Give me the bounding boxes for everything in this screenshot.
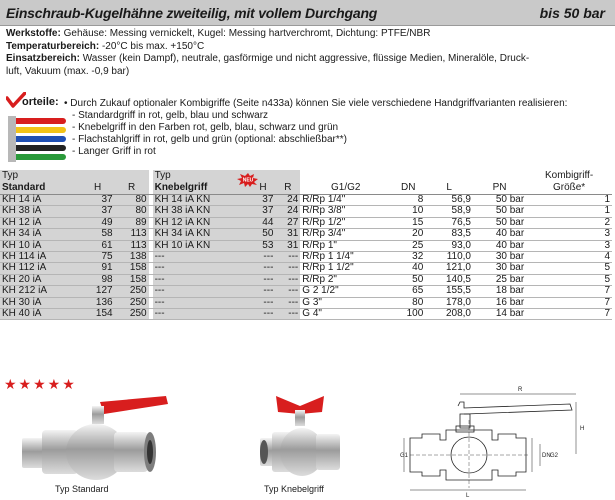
table-cell: KH 34 iA KN: [153, 229, 251, 240]
table-cell: 8: [391, 195, 425, 206]
table-cell: 250: [115, 309, 149, 320]
caption-knebel: Typ Knebelgriff: [264, 484, 324, 494]
table-cell: 25: [391, 240, 425, 251]
dim-h-label: H: [580, 426, 585, 432]
table-cell: R/Rp 1": [300, 240, 391, 251]
table-cell: 30 bar: [473, 263, 526, 274]
table-cell: 155,5: [425, 286, 473, 297]
table-cell: KH 10 iA: [0, 240, 81, 251]
table-cell: 154: [81, 309, 115, 320]
col-pn: PN: [473, 182, 526, 195]
new-badge-icon: [237, 173, 259, 187]
table-cell: 5: [526, 263, 612, 274]
table-cell: G 2 1/2": [300, 286, 391, 297]
table-cell: ---: [251, 286, 276, 297]
table-cell: 53: [251, 240, 276, 251]
table-cell: ---: [251, 274, 276, 285]
table-cell: 49: [81, 217, 115, 228]
vorteile-item: - Flachstahlgriff in rot, gelb und grün (optional: abschließbar**): [72, 134, 347, 145]
table-cell: G 3": [300, 297, 391, 308]
table-cell: 91: [81, 263, 115, 274]
table-row: [0, 286, 612, 297]
table-cell: 1: [526, 206, 612, 217]
vorteile-intro: • Durch Zukauf optionaler Kombigriffe (Seite n433a) können Sie viele verschiedene Handgriffvarianten realisieren:: [64, 98, 568, 109]
temperatur-text: -20°C bis max. +150°C: [99, 40, 205, 52]
table-cell: 250: [115, 297, 149, 308]
col-groesse: Größe*: [526, 182, 612, 195]
table-cell: 113: [115, 229, 149, 240]
col-dn: DN: [391, 182, 425, 195]
table-cell: 44: [251, 217, 276, 228]
table-cell: ---: [251, 263, 276, 274]
table-row: [0, 206, 612, 217]
table-cell: 136: [81, 297, 115, 308]
technical-drawing: [400, 380, 612, 498]
table-row: [0, 297, 612, 308]
table-cell: 127: [81, 286, 115, 297]
table-cell: R/Rp 1 1/2": [300, 263, 391, 274]
table-row: [0, 240, 612, 251]
vorteile-item: - Knebelgriff in den Farben rot, gelb, blau, schwarz und grün: [72, 122, 339, 133]
table-header-row-2: [0, 182, 612, 195]
table-cell: ---: [251, 309, 276, 320]
table-cell: 83,5: [425, 229, 473, 240]
werkstoffe-line: [6, 28, 606, 41]
table-cell: 37: [251, 206, 276, 217]
table-cell: KH 38 iA KN: [153, 206, 251, 217]
rating-stars: ★★★★★: [4, 376, 77, 392]
einsatz-line: [6, 53, 606, 66]
table-cell: ---: [153, 286, 251, 297]
table-cell: R/Rp 3/8": [300, 206, 391, 217]
typ-std-label: Typ: [0, 170, 81, 182]
ball-valve-standard-image: [14, 392, 174, 484]
dim-g1-label: G1: [400, 453, 409, 459]
specs-block: [6, 28, 606, 78]
col-standard: Standard: [0, 182, 81, 195]
table-cell: 32: [391, 252, 425, 263]
table-cell: 16 bar: [473, 297, 526, 308]
table-cell: 80: [115, 206, 149, 217]
table-row: [0, 309, 612, 320]
werkstoffe-label: Werkstoffe:: [6, 28, 61, 39]
table-cell: 31: [275, 229, 300, 240]
table-cell: ---: [275, 297, 300, 308]
table-cell: 76,5: [425, 217, 473, 228]
table-cell: 27: [275, 217, 300, 228]
table-cell: 50 bar: [473, 195, 526, 206]
table-header-row-1: [0, 170, 612, 182]
table-cell: ---: [275, 274, 300, 285]
table-cell: ---: [153, 252, 251, 263]
table-cell: 7: [526, 309, 612, 320]
table-cell: R/Rp 1 1/4": [300, 252, 391, 263]
table-cell: 24: [275, 195, 300, 206]
table-cell: 80: [115, 195, 149, 206]
table-cell: 1: [526, 195, 612, 206]
dim-r-label: R: [518, 387, 523, 393]
table-cell: 113: [115, 240, 149, 251]
table-cell: 40 bar: [473, 240, 526, 251]
col-r: R: [115, 182, 149, 195]
table-cell: 100: [391, 309, 425, 320]
product-table: [0, 170, 612, 320]
table-cell: 50 bar: [473, 206, 526, 217]
table-cell: 15: [391, 217, 425, 228]
table-cell: 50: [251, 229, 276, 240]
table-cell: KH 14 iA KN: [153, 195, 251, 206]
table-cell: 7: [526, 297, 612, 308]
table-cell: 158: [115, 263, 149, 274]
dim-l-label: L: [466, 493, 470, 498]
table-cell: 61: [81, 240, 115, 251]
title-bar: [0, 0, 615, 26]
table-cell: 80: [391, 297, 425, 308]
table-cell: 31: [275, 240, 300, 251]
table-cell: 25 bar: [473, 274, 526, 285]
table-cell: KH 20 iA: [0, 274, 81, 285]
table-cell: 40 bar: [473, 229, 526, 240]
col-knebel: Knebelgriff: [153, 182, 251, 195]
table-cell: 98: [81, 274, 115, 285]
table-cell: 50 bar: [473, 217, 526, 228]
table-cell: ---: [275, 252, 300, 263]
table-cell: 75: [81, 252, 115, 263]
ball-valve-knebel-image: [256, 392, 346, 484]
table-cell: 14 bar: [473, 309, 526, 320]
vorteile-item: - Standardgriff in rot, gelb, blau und schwarz: [72, 110, 269, 121]
table-cell: KH 114 iA: [0, 252, 81, 263]
table-cell: ---: [251, 297, 276, 308]
table-cell: KH 212 iA: [0, 286, 81, 297]
einsatz-line-2: luft, Vakuum (max. -0,9 bar): [6, 65, 130, 77]
table-cell: ---: [153, 274, 251, 285]
table-cell: 2: [526, 217, 612, 228]
table-cell: KH 112 iA: [0, 263, 81, 274]
table-cell: R/Rp 2": [300, 274, 391, 285]
table-cell: 40: [391, 263, 425, 274]
table-cell: ---: [275, 286, 300, 297]
table-cell: 37: [81, 195, 115, 206]
table-cell: ---: [251, 252, 276, 263]
table-cell: 3: [526, 229, 612, 240]
table-cell: KH 34 iA: [0, 229, 81, 240]
table-cell: KH 12 iA KN: [153, 217, 251, 228]
table-cell: R/Rp 1/4": [300, 195, 391, 206]
table-cell: 3: [526, 240, 612, 251]
table-cell: 65: [391, 286, 425, 297]
table-cell: KH 30 iA: [0, 297, 81, 308]
vorteile-item: - Langer Griff in rot: [72, 146, 156, 157]
table-cell: 24: [275, 206, 300, 217]
table-cell: 56,9: [425, 195, 473, 206]
table-cell: ---: [153, 309, 251, 320]
table-cell: 37: [251, 195, 276, 206]
werkstoffe-text: Gehäuse: Messing vernickelt, Kugel: Messing hartverchromt, Dichtung: PTFE/NBR: [60, 28, 431, 39]
table-cell: 58,9: [425, 206, 473, 217]
vorteile-label: orteile:: [22, 96, 59, 108]
table-row: [0, 217, 612, 228]
col-h: H: [81, 182, 115, 195]
table-cell: 18 bar: [473, 286, 526, 297]
table-row: [0, 263, 612, 274]
table-cell: 140,5: [425, 274, 473, 285]
table-cell: 5: [526, 274, 612, 285]
pressure-range: bis 50 bar: [539, 5, 605, 21]
table-cell: ---: [275, 263, 300, 274]
typ-kn-label: Typ: [153, 170, 251, 182]
table-cell: 138: [115, 252, 149, 263]
table-cell: 37: [81, 206, 115, 217]
table-cell: 178,0: [425, 297, 473, 308]
einsatz-text-1: Wasser (kein Dampf), neutrale, gasförmige und nicht aggressive, flüssige Medien, Mineralöle, Druck-: [79, 53, 530, 64]
table-cell: 4: [526, 252, 612, 263]
col-l: L: [425, 182, 473, 195]
table-cell: ---: [153, 263, 251, 274]
col-g: G1/G2: [300, 182, 391, 195]
table-cell: 110,0: [425, 252, 473, 263]
table-cell: 50: [391, 274, 425, 285]
kombi-label: Kombigriff-: [545, 170, 594, 181]
table-cell: ---: [275, 309, 300, 320]
table-row: [0, 274, 612, 285]
einsatz-label: Einsatzbereich:: [6, 53, 80, 64]
table-row: [0, 252, 612, 263]
table-cell: 158: [115, 274, 149, 285]
table-cell: 93,0: [425, 240, 473, 251]
table-row: [0, 229, 612, 240]
table-cell: 7: [526, 286, 612, 297]
table-cell: 30 bar: [473, 252, 526, 263]
table-cell: R/Rp 3/4": [300, 229, 391, 240]
table-cell: 10: [391, 206, 425, 217]
table-cell: R/Rp 1/2": [300, 217, 391, 228]
handle-colors-icon: [8, 116, 72, 166]
table-cell: KH 40 iA: [0, 309, 81, 320]
table-cell: 208,0: [425, 309, 473, 320]
table-cell: 121,0: [425, 263, 473, 274]
temperatur-line: [6, 41, 606, 54]
table-cell: KH 14 iA: [0, 195, 81, 206]
table-cell: G 4": [300, 309, 391, 320]
table-cell: KH 38 iA: [0, 206, 81, 217]
table-cell: 250: [115, 286, 149, 297]
table-cell: KH 12 iA: [0, 217, 81, 228]
temperatur-label: Temperaturbereich:: [6, 40, 100, 52]
caption-standard: Typ Standard: [55, 484, 109, 494]
page-title: Einschraub-Kugelhähne zweiteilig, mit vollem Durchgang: [6, 5, 378, 21]
col-h2: H: [251, 182, 276, 195]
new-badge-text: NEU: [242, 177, 253, 184]
table-cell: KH 10 iA KN: [153, 240, 251, 251]
col-r2: R: [275, 182, 300, 195]
dim-dn-label: DN: [542, 453, 551, 459]
table-cell: ---: [153, 297, 251, 308]
table-cell: 89: [115, 217, 149, 228]
table-cell: 20: [391, 229, 425, 240]
table-cell: 58: [81, 229, 115, 240]
table-row: [0, 195, 612, 206]
dim-g2-label: G2: [550, 453, 559, 459]
